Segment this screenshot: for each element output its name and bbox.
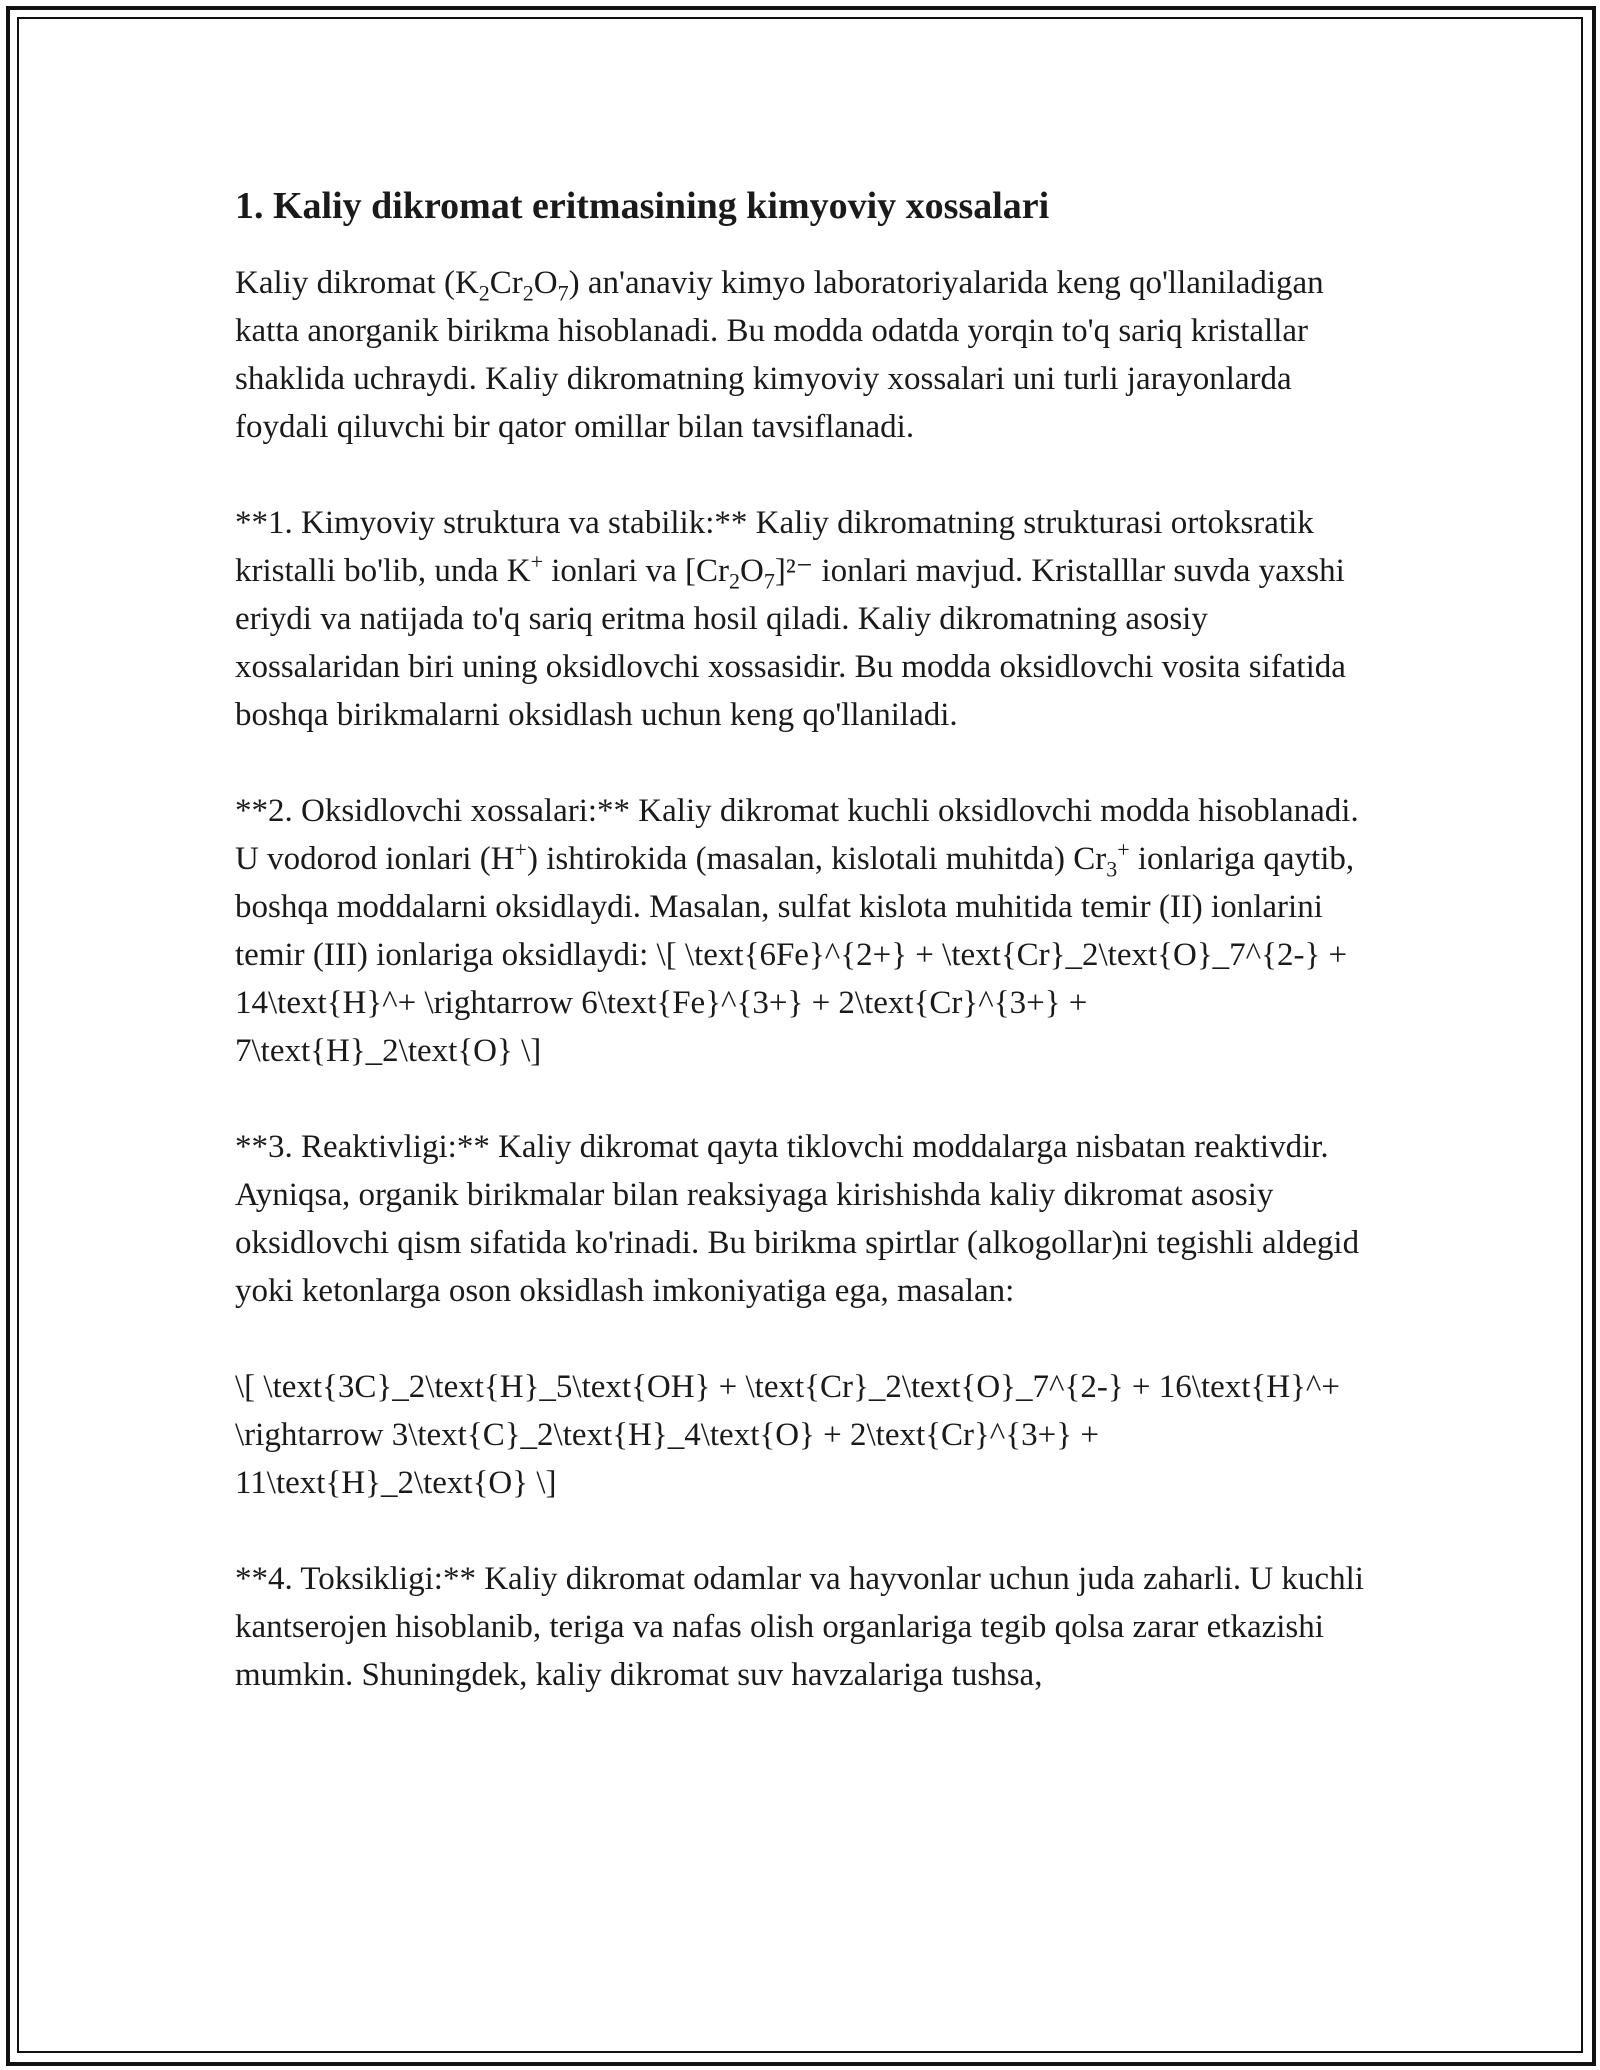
section-3-formula: \[ \text{3C}_2\text{H}_5\text{OH} + \text{Cr}_2\text{O}_7^{2-} + 16\text{H}^+ \rightarrow 3\text{C}_2\text{H}_4\text{O} + 2\text{Cr}^{3+} + 11\text{H}_2\text{O} \]: [235, 1369, 1341, 1502]
section-2-text-c: ionlariga qaytib, boshqa moddalarni oksidlaydi. Masalan, sulfat kislota muhitida temir (II) ionlarini temir (III) ionlariga oksidlaydi: \[ \text{6Fe}^{2+} + \text{Cr}_2\text{O}_7^{2-} + 14\text{H}^+ \rightarrow 6\text{Fe}^{3+} + 2\text{Cr}^{3+} + 7\text{H}_2\text{O} \]: [235, 841, 1355, 1070]
document-title: 1. Kaliy dikromat eritmasining kimyoviy xossalari: [235, 185, 1050, 227]
section-2-text-a: **2. Oksidlovchi xossalari:** Kaliy dikromat kuchli oksidlovchi modda hisoblanadi. U vodorod ionlari (H: [235, 793, 1359, 878]
intro-text-b: Cr: [489, 265, 523, 302]
section-1-paragraph: [235, 499, 1370, 739]
section-1-text-d: ]²⁻ ionlari mavjud. Kristalllar suvda yaxshi eriydi va natijada to'q sariq eritma hosil qiladi. Kaliy dikromatning asosiy xossalaridan biri uning oksidlovchi xossasidir. Bu modda oksidlovchi vosita sifatida boshqa birikmalarni oksidlash uchun keng qo'llaniladi.: [235, 553, 1346, 734]
section-2-sup-h: +: [514, 837, 527, 863]
section-3-paragraph: **3. Reaktivligi:** Kaliy dikromat qayta tiklovchi moddalarga nisbatan reaktivdir. Ayniqsa, organik birikmalar bilan reaksiyaga kirishishda kaliy dikromat asosiy oksidlovchi qism sifatida ko'rinadi. Bu birikma spirtlar (alkogollar)ni tegishli aldegid yoki ketonlarga oson oksidlash imkoniyatiga ega, masalan:: [235, 1129, 1360, 1310]
section-1-sub-cr: 2: [729, 568, 741, 594]
intro-text-d: ) an'anaviy kimyo laboratoriyalarida keng qo'llaniladigan katta anorganik birikma hisoblanadi. Bu modda odatda yorqin to'q sariq kristallar shaklida uchraydi. Kaliy dikromatning kimyoviy xossalari uni turli jarayonlarda foydali qiluvchi bir qator omillar bilan tavsiflanadi.: [235, 265, 1324, 446]
section-2-text-b: ) ishtirokida (masalan, kislotali muhitda) Cr: [526, 841, 1107, 878]
section-1-text-b: ionlari va [Cr: [543, 553, 730, 590]
section-4-paragraph: **4. Toksikligi:** Kaliy dikromat odamlar va hayvonlar uchun juda zaharli. U kuchli kantserojen hisoblanib, teriga va nafas olish organlariga tegib qolsa zarar etkazishi mumkin. Shuningdek, kaliy dikromat suv havzalariga tushsa,: [235, 1561, 1364, 1694]
intro-sub-k: 2: [478, 280, 490, 306]
intro-sub-cr: 2: [522, 280, 534, 306]
section-1-text-a: **1. Kimyoviy struktura va stabilik:** Kaliy dikromatning strukturasi ortoksratik kristalli bo'lib, unda K: [235, 505, 1314, 590]
intro-paragraph: [235, 259, 1370, 451]
section-1-sup-k: +: [530, 549, 544, 575]
intro-text-c: O: [533, 265, 558, 302]
section-2-paragraph: [235, 787, 1370, 1075]
section-2-sup-cr: +: [1117, 837, 1130, 863]
section-1-sub-o: 7: [763, 568, 775, 594]
intro-sub-o: 7: [557, 280, 569, 306]
section-2-sub-cr: 3: [1106, 856, 1118, 882]
intro-text-a: Kaliy dikromat (K: [235, 265, 479, 302]
document-body: [235, 182, 1370, 1747]
section-1-text-c: O: [740, 553, 764, 590]
